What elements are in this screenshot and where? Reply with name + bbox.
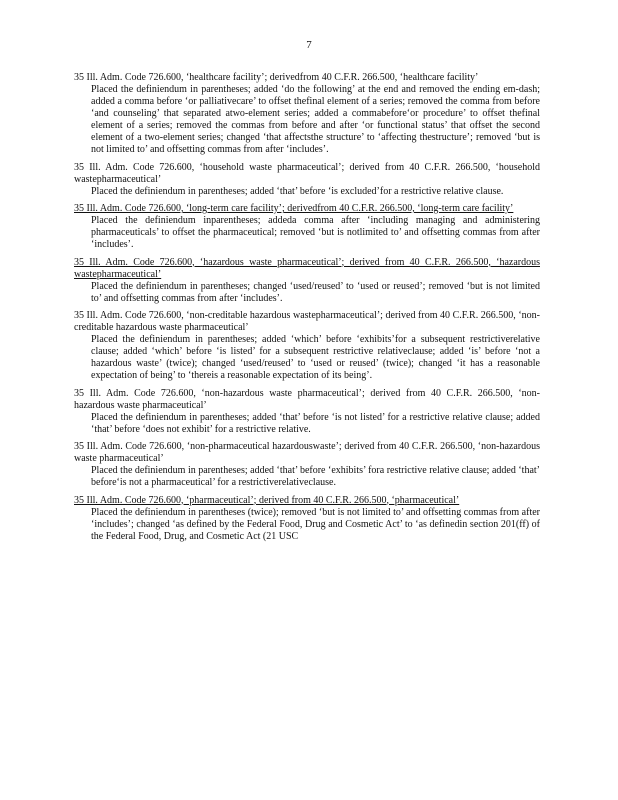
entry-body: Placed the definiendum in parentheses (twice); removed ‘but is not limited to’ and offsetting commas from after ‘includes’; changed ‘as defined by the Federal Food, Drug and Cosmetic Act’ to ‘as definedin section 201(ff) of the Federal Food, Drug, and Cosmetic Act (21 USC <box>91 506 540 542</box>
entry-non-hazardous-waste-pharmaceutical <box>74 388 540 436</box>
entry-non-pharmaceutical-hazardous-waste <box>74 441 540 489</box>
page-content <box>74 72 540 548</box>
entry-body: Placed the definiendum inparentheses; addeda comma after ‘including managing and administering pharmaceuticals’ to offset the pharmaceutical; removed ‘but is notlimited to’ and offsetting commas from after ‘includes’. <box>91 215 540 250</box>
entry-heading: 35 Ill. Adm. Code 726.600, ‘non-pharmaceutical hazardouswaste’; derived from 40 C.F.R. 266.500, ‘non-hazardous waste pharmaceutical’ <box>74 441 540 464</box>
entry-heading: 35 Ill. Adm. Code 726.600, ‘household waste pharmaceutical’; derived from 40 C.F.R. 266.500, ‘household wastepharmaceutical’ <box>74 161 540 185</box>
entry-body: Placed the definiendum in parentheses; added ‘that’ before ‘exhibits’ fora restrictive relative clause; added ‘that’ before‘is not a pharmaceutical’ for a restrictiverelativeclause. <box>91 465 540 488</box>
entry-heading: 35 Ill. Adm. Code 726.600, ‘healthcare facility’; derivedfrom 40 C.F.R. 266.500, ‘healthcare facility’ <box>74 72 479 83</box>
entry-body: Placed the definiendum in parentheses; added ‘do the following’ at the end and removed the ending em-dash; added a comma before ‘or palliativecare’ to offset thefinal element of a series; removed the comma from before ‘and counseling’ that separated atwo-element series; added a commabefore‘or procedure’ to offset thefinal element of a series; removed the commas from before and after ‘or functional status’ that offset the second element of a two-element series; changed ‘that affectsthe structure’ to ‘affecting thestructure’; removed ‘but is not limited to’ and offsetting commas from after ‘includes’. <box>91 84 540 155</box>
entry-heading: 35 Ill. Adm. Code 726.600, ‘long-term care facility’; derivedfrom 40 C.F.R. 266.500, ‘long-term care facility’ <box>74 203 514 214</box>
entry-heading: 35 Ill. Adm. Code 726.600, ‘hazardous waste pharmaceutical’; derived from 40 C.F.R. 266.500, ‘hazardous wastepharmaceutical’ <box>74 256 540 280</box>
entry-heading: 35 Ill. Adm. Code 726.600, ‘non-creditable hazardous wastepharmaceutical’; derived from 40 C.F.R. 266.500, ‘non-creditable hazardous waste pharmaceutical’ <box>74 310 540 333</box>
entry-hazardous-waste-pharmaceutical <box>74 257 540 305</box>
entry-household-waste-pharmaceutical <box>74 162 540 198</box>
entry-body: Placed the definiendum in parentheses; added ‘that’ before ‘is excluded’for a restrictive relative clause. <box>91 185 504 197</box>
entry-pharmaceutical <box>74 495 540 543</box>
entry-long-term-care-facility <box>74 203 540 251</box>
entry-body: Placed the definiendum in parentheses; changed ‘used/reused’ to ‘used or reused’; removed ‘but is not limited to’ and offsetting commas from after ‘includes’. <box>91 280 540 304</box>
entry-non-creditable-hazardous-waste-pharmaceutical <box>74 310 540 382</box>
entry-heading: 35 Ill. Adm. Code 726.600, ‘pharmaceutical’; derived from 40 C.F.R. 266.500, ‘pharmaceutical’ <box>74 494 460 506</box>
entry-heading: 35 Ill. Adm. Code 726.600, ‘non-hazardous waste pharmaceutical’; derived from 40 C.F.R. 266.500, ‘non-hazardous waste pharmaceutical’ <box>74 387 540 411</box>
page-number: 7 <box>306 39 312 51</box>
entry-body: Placed the definiendum in parentheses; added ‘that’ before ‘is not listed’ for a restrictive relative clause; added ‘that’ before ‘does not exhibit’ for a restrictive relative. <box>91 411 540 435</box>
entry-body: Placed the definiendum in parentheses; added ‘which’ before ‘exhibits’for a subsequent restrictiverelative clause; added ‘which’ before ‘is listed’ for a subsequent restrictive relativeclause; added ‘is’ before ‘not a hazardous waste’ (twice); changed ‘used/reused’ to ‘used or reused’ (twice); changed ‘it has a reasonable expectation of being’ to ‘thereis a reasonable expectation of its being’. <box>91 334 540 381</box>
entry-healthcare-facility <box>74 72 540 156</box>
